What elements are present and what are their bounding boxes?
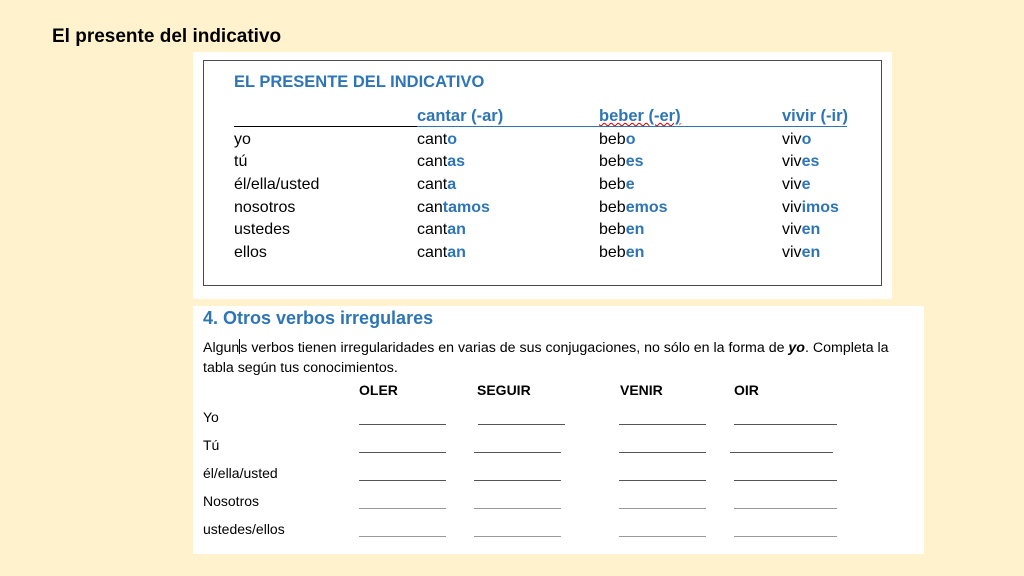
answer-blank[interactable] <box>730 452 833 453</box>
answer-blank[interactable] <box>359 452 446 453</box>
conjugation-cantar-4 <box>417 221 466 239</box>
verb-stem: cant <box>417 131 448 148</box>
answer-blank[interactable] <box>474 480 561 481</box>
pronoun-2: él/ella/usted <box>234 176 320 193</box>
answer-blank[interactable] <box>734 508 837 509</box>
verb-ending: o <box>625 131 636 148</box>
conjugation-vivir-2 <box>782 176 810 194</box>
conjugation-vivir-5 <box>782 244 820 262</box>
instruction-part-b: s verbos tienen irregularidades en varias de sus conjugaciones, no sólo en la forma de <box>240 340 789 356</box>
answer-blank[interactable] <box>474 452 561 453</box>
regular-conjugation-image <box>193 52 892 299</box>
header-rule-blue <box>417 126 847 127</box>
verb-ending: emos <box>625 199 668 216</box>
verb-ending: an <box>447 221 466 238</box>
answer-blank[interactable] <box>734 424 837 425</box>
answer-blank[interactable] <box>359 480 446 481</box>
row-label-1: Tú <box>203 437 220 453</box>
instruction-text <box>203 338 915 378</box>
verb-stem: beb <box>599 221 626 238</box>
instruction-part-a: Algun <box>203 340 240 356</box>
conjugation-cantar-5 <box>417 244 466 262</box>
conjugation-beber-5 <box>599 244 644 262</box>
verb-ending: es <box>801 153 820 170</box>
conjugation-vivir-4 <box>782 221 820 239</box>
verb-ending: tamos <box>442 199 490 216</box>
answer-blank[interactable] <box>359 508 446 509</box>
answer-blank[interactable] <box>619 480 706 481</box>
column-header-vivir: vivir (-ir) <box>782 107 849 125</box>
verb-stem: cant <box>417 221 448 238</box>
verb-stem: viv <box>782 244 802 261</box>
verb-ending: imos <box>801 199 839 216</box>
conjugation-beber-3 <box>599 199 668 217</box>
conjugation-beber-1 <box>599 153 644 171</box>
verb-ending: en <box>801 221 821 238</box>
answer-blank[interactable] <box>734 480 837 481</box>
row-label-3: Nosotros <box>203 493 260 509</box>
verb-ending: a <box>447 176 457 193</box>
verb-header-oler: OLER <box>359 382 398 398</box>
table-heading: EL PRESENTE DEL INDICATIVO <box>234 73 485 91</box>
column-header-beber-text: beber (-er) <box>599 107 681 125</box>
column-header-beber <box>599 107 681 126</box>
verb-ending: o <box>447 131 458 148</box>
answer-blank[interactable] <box>619 536 706 537</box>
row-label-4: ustedes/ellos <box>203 521 285 537</box>
conjugation-beber-0 <box>599 131 635 149</box>
conjugation-cantar-0 <box>417 131 457 149</box>
verb-ending: e <box>801 176 811 193</box>
verb-stem: beb <box>599 131 626 148</box>
pronoun-0: yo <box>234 131 251 148</box>
verb-ending: an <box>447 244 466 261</box>
verb-ending: en <box>801 244 821 261</box>
verb-stem: beb <box>599 153 626 170</box>
verb-stem: viv <box>782 221 802 238</box>
conjugation-beber-4 <box>599 221 644 239</box>
header-rule-black <box>234 126 417 127</box>
answer-blank[interactable] <box>478 424 565 425</box>
answer-blank[interactable] <box>474 536 561 537</box>
verb-header-oir: OIR <box>734 382 759 398</box>
column-header-cantar: cantar (-ar) <box>417 107 504 125</box>
answer-blank[interactable] <box>359 424 446 425</box>
pronoun-1: tú <box>234 153 248 170</box>
slide-title: El presente del indicativo <box>52 26 282 47</box>
pronoun-4: ustedes <box>234 221 291 238</box>
row-label-2: él/ella/usted <box>203 465 278 481</box>
verb-stem: viv <box>782 199 802 216</box>
verb-stem: cant <box>417 153 448 170</box>
conjugation-vivir-1 <box>782 153 819 171</box>
verb-stem: beb <box>599 244 626 261</box>
verb-stem: viv <box>782 176 802 193</box>
conjugation-cantar-3 <box>417 199 490 217</box>
conjugation-beber-2 <box>599 176 635 194</box>
verb-header-venir: VENIR <box>620 382 663 398</box>
answer-blank[interactable] <box>619 508 706 509</box>
verb-stem: beb <box>599 199 626 216</box>
answer-blank[interactable] <box>734 536 837 537</box>
conjugation-vivir-0 <box>782 131 811 149</box>
verb-ending: en <box>625 221 645 238</box>
verb-stem: beb <box>599 176 626 193</box>
pronoun-3: nosotros <box>234 199 296 216</box>
verb-header-seguir: SEGUIR <box>477 382 531 398</box>
conjugation-vivir-3 <box>782 199 839 217</box>
conjugation-cantar-1 <box>417 153 465 171</box>
verb-ending: o <box>801 131 812 148</box>
table-frame <box>203 60 882 286</box>
verb-stem: cant <box>417 176 448 193</box>
verb-stem: viv <box>782 131 802 148</box>
instruction-emphasis: yo <box>788 340 805 356</box>
irregular-verbs-image <box>193 306 924 554</box>
verb-stem: cant <box>417 244 448 261</box>
verb-stem: can <box>417 199 443 216</box>
verb-stem: viv <box>782 153 802 170</box>
verb-ending: es <box>625 153 644 170</box>
row-label-0: Yo <box>203 409 219 425</box>
verb-ending: e <box>625 176 635 193</box>
answer-blank[interactable] <box>619 424 706 425</box>
verb-ending: as <box>447 153 466 170</box>
conjugation-cantar-2 <box>417 176 456 194</box>
verb-ending: en <box>625 244 645 261</box>
answer-blank[interactable] <box>474 508 561 509</box>
instruction-part-c: . Completa la tabla según tus conocimientos. <box>203 340 889 376</box>
answer-blank[interactable] <box>359 536 446 537</box>
pronoun-5: ellos <box>234 244 267 261</box>
answer-blank[interactable] <box>619 452 706 453</box>
section-title: 4. Otros verbos irregulares <box>203 308 434 328</box>
